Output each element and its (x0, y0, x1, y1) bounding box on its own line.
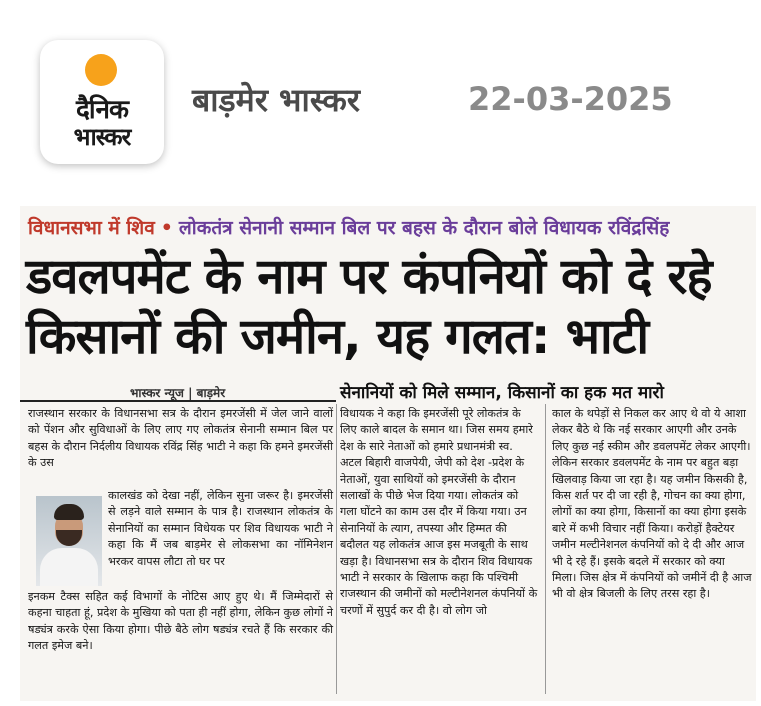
column-1-wrap: कालखंड को देखा नहीं, लेकिन सुना जरूर है। इमरजेंसी से लड़ने वाले सम्मान के पात्र है। राजस्थान लोकतंत्र के सेनानियों का सम्मान विधेयक पर शिव विधायक भाटी ने कहा कि मैं जब बाड़मेर से लोकसभा का नॉमिनेशन भरकर वापस लौटा तो घर पर (108, 489, 333, 568)
edition-name: बाड़मेर भास्कर (192, 81, 360, 119)
sun-icon (85, 54, 117, 86)
dainik-bhaskar-logo (40, 40, 164, 164)
logo-text-top: दैनिक (76, 95, 128, 125)
logo-text-bottom: भास्कर (73, 123, 131, 151)
column-3: काल के थपेड़ों से निकल कर आए थे वो ये आशा लेकर बैठे थे कि नई सरकार आएगी और उनके लिए कुछ नई स्कीम और डवलपमेंट लेकर आएगी। लेकिन सरकार डवलपमेंट के नाम पर बहुत बड़ा खिलवाड़ किया जा रहा है। यह जमीन किसकी है, किस शर्त पर दी जा रही है, गोचन का क्या होगा, लोगों का क्या होगा, किसानों का क्या होगा इसके बारे में कभी विचार नहीं किया। करोड़ों हैक्टेयर जमीन मल्टीनेशनल कंपनियों को दे दी और आज भी दे रहे हैं। इसके बदले में सरकार को क्या मिला। जिस क्षेत्र में कंपनियों को जमीनें दी है आज भी वो क्षेत्र बिजली के लिए तरस रहा है। (552, 407, 752, 601)
edition-date: 22-03-2025 (468, 80, 673, 118)
column-divider (545, 404, 546, 694)
page-header (0, 0, 761, 190)
divider (20, 400, 336, 402)
column-2: विधायक ने कहा कि इमरजेंसी पूरे लोकतंत्र के लिए काले बादल के समान था। जिस समय हमारे देश के सारे नेताओं को हमारे प्रधानमंत्री स्व. अटल बिहारी वाजपेयी, जेपी को देश -प्रदेश के नेताओं, युवा साथियों को इमरजेंसी के दौरान सलाखों के पीछे भेज दिया गया। लोकतंत्र को गला घोंटने का काम उस दौर में किया गया। उन सेनानियों के त्याग, तपस्या और हिम्मत की बदौलत यह लोकतंत्र आज इस मजबूती के साथ खड़ा है। विधानसभा सत्र के दौरान शिव विधायक भाटी ने सरकार के खिलाफ कहा कि पश्चिमी राजस्थान की जमीनों को मल्टीनेशनल कंपनियों के चरणों में सुपुर्द कर दी है। वो लोग जो (340, 407, 538, 617)
kicker-text: लोकतंत्र सेनानी सम्मान बिल पर बहस के दौरान बोले विधायक रविंद्रसिंह (178, 217, 670, 239)
article-byline: भास्कर न्यूज | बाड़मेर (130, 386, 226, 400)
column-divider (336, 404, 337, 694)
kicker-bullet-icon: • (160, 217, 173, 239)
column-1-top: राजस्थान सरकार के विधानसभा सत्र के दौरान इमरजेंसी में जेल जाने वालों को पेंशन और सुविधाओं के लिए लाए गए लोकतंत्र सेनानी सम्मान बिल पर बहस के दौरान निर्दलीय विधायक रविंद्र सिंह भाटी ने कहा कि हमने इमरजेंसी के उस (28, 407, 333, 470)
article-subhead: सेनानियों को मिले सम्मान, किसानों का हक मत मारो (340, 383, 664, 403)
article-headline: डवलपमेंट के नाम पर कंपनियों को दे रहे किसानों की जमीन, यह गलत: भाटी (26, 248, 712, 365)
mla-photo (36, 496, 102, 586)
kicker-section: विधानसभा में शिव (28, 217, 155, 239)
article-kicker (28, 214, 669, 240)
column-1-bottom: इनकम टैक्स सहित कई विभागों के नोटिस आए हुए थे। मैं जिम्मेदारों से कहना चाहता हूं, प्रदेश के मुखिया को पता ही नहीं होगा, लेकिन कुछ लोगों ने षड्यंत्र करके ऐसा किया होगा। पीछे बैठे लोग षड्यंत्र रचते हैं कि सरकार की गलत इमेज बने। (28, 590, 333, 653)
